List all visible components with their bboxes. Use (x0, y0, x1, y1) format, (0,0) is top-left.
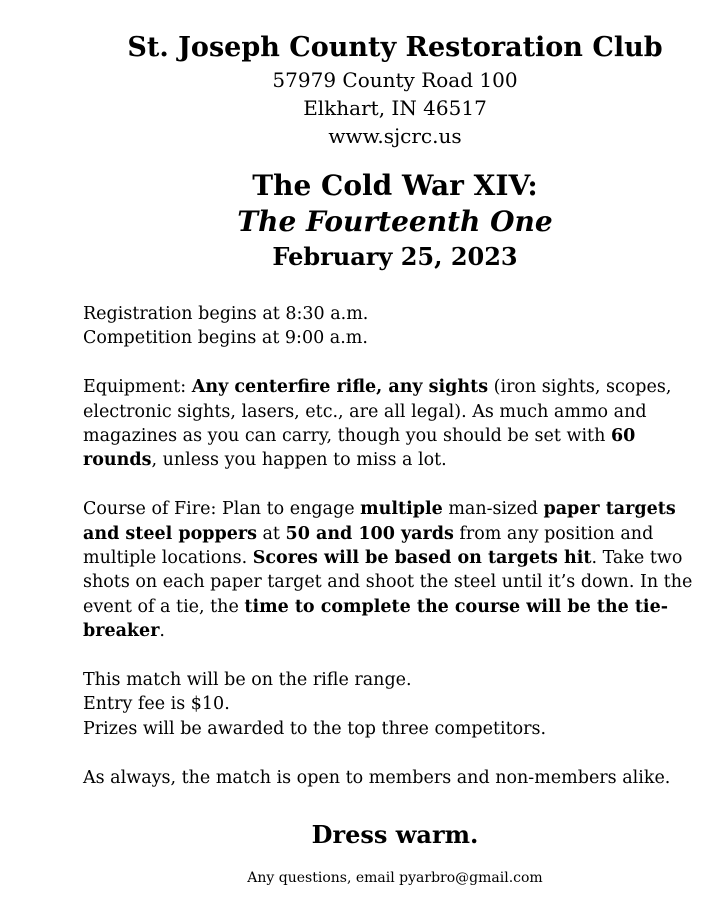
course-bold-5: time to complete the course will be the tie-breaker (83, 596, 668, 642)
event-date: February 25, 2023 (272, 242, 518, 271)
course-of-fire-paragraph (83, 497, 708, 643)
equipment-paragraph (83, 375, 708, 473)
equipment-text-1: Equipment: (83, 377, 192, 398)
course-bold-2: paper targets and steel poppers (83, 499, 676, 544)
match-details-paragraph (83, 668, 708, 741)
equipment-text-3: , unless you happen to miss a lot. (151, 450, 447, 471)
course-text-3: at (256, 523, 286, 544)
course-bold-3: 50 and 100 yards (285, 523, 454, 544)
course-text-6: . (159, 621, 165, 642)
event-title-block (0, 168, 714, 274)
equipment-bold-1: Any centerfire rifle, any sights (191, 377, 489, 398)
event-title: The Cold War XIV: (252, 169, 538, 202)
club-header (0, 30, 714, 150)
registration-time: Registration begins at 8:30 a.m. (83, 304, 369, 324)
course-text-5: . Take two shots on each paper target and shoot the steel until it’s down. In the event of a tie, the (83, 548, 693, 617)
address-line-2: Elkhart, IN 46517 (303, 96, 487, 120)
course-text-2: man-sized (442, 499, 544, 520)
club-name: St. Joseph County Restoration Club (127, 32, 663, 63)
course-text-1: Course of Fire: Plan to engage (83, 499, 361, 520)
competition-time: Competition begins at 9:00 a.m. (83, 328, 368, 349)
course-bold-1: multiple (360, 499, 443, 520)
address-line-1: 57979 County Road 100 (272, 68, 518, 92)
entry-fee: Entry fee is $10. (83, 694, 230, 715)
equipment-text-2: (iron sights, scopes, electronic sights, lasers, etc., are all legal). As much ammo and magazines as you can carry, though you should be set with (83, 377, 672, 447)
open-note: As always, the match is open to members and non-members alike. (83, 767, 671, 788)
event-details (83, 302, 708, 790)
course-text-4: from any position and multiple locations. (83, 523, 654, 569)
range-note: This match will be on the rifle range. (83, 670, 412, 691)
club-website: www.sjcrc.us (328, 124, 462, 148)
dress-warm-note: Dress warm. (311, 820, 479, 849)
event-subtitle: The Fourteenth One (237, 205, 553, 238)
equipment-bold-2: 60 rounds (83, 426, 636, 471)
contact-footer: Any questions, email pyarbro@gmail.com (247, 870, 543, 886)
prizes-note: Prizes will be awarded to the top three competitors. (83, 718, 547, 739)
schedule-paragraph (83, 302, 708, 351)
course-bold-4: Scores will be based on targets hit (252, 548, 592, 569)
